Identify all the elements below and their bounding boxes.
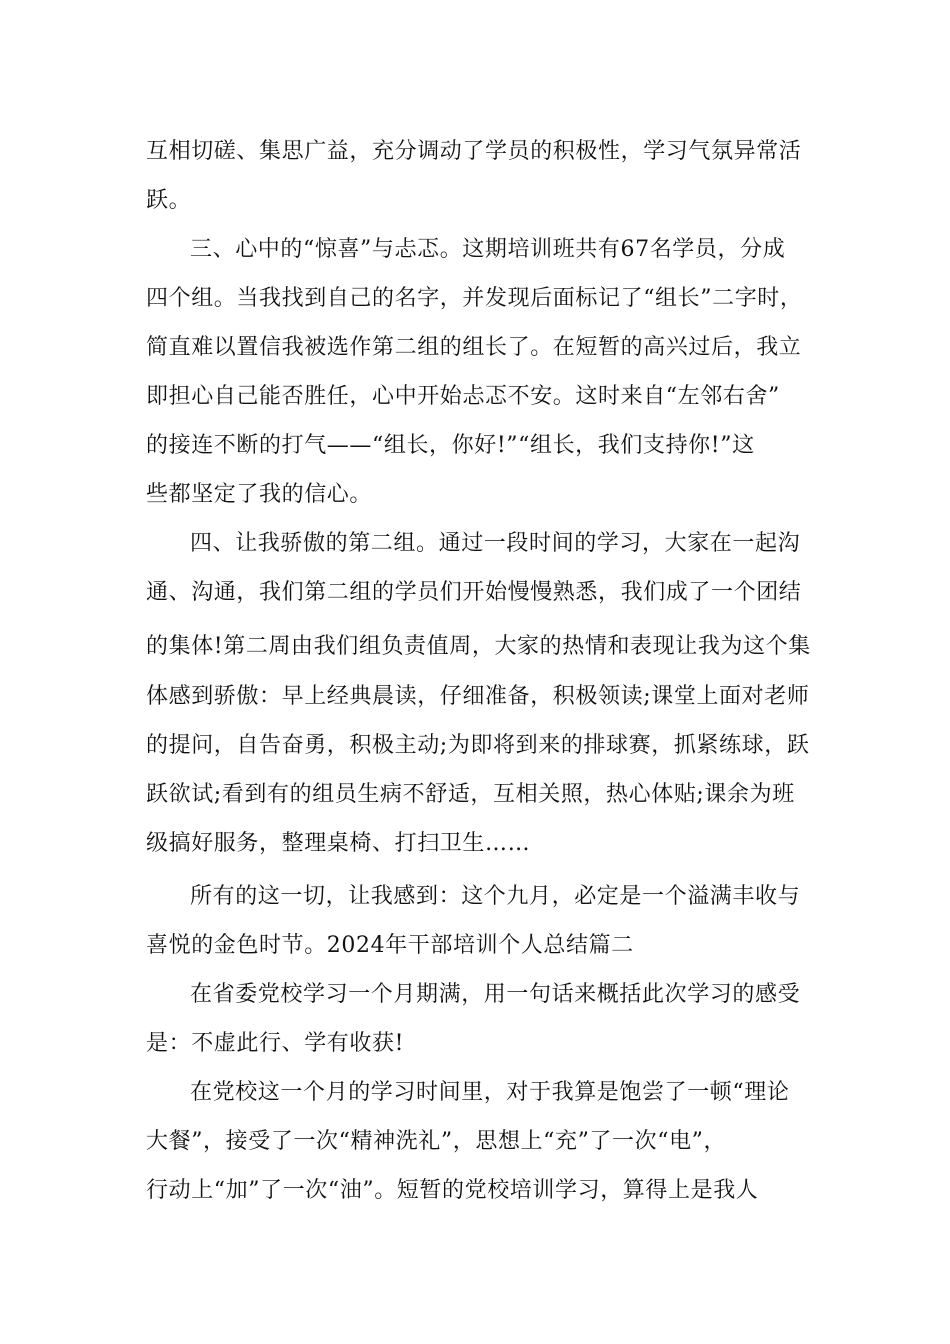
text-line: 即担心自己能否胜任，心中开始忐忑不安。这时来自“左邻右舍” [146,384,780,409]
text-line: 四个组。当我找到自己的名字，并发现后面标记了“组长”二字时， [146,286,803,311]
text-line: 跃。 [146,188,192,213]
text-line: 喜悦的金色时节。2024年干部培训个人总结篇二 [146,933,634,958]
text-line: 大餐”，接受了一次“精神洗礼”，思想上“充”了一次“电”， [146,1129,727,1154]
text-line: 简直难以置信我被选作第二组的组长了。在短暂的高兴过后，我立 [146,335,802,360]
text-line: 体感到骄傲：早上经典晨读，仔细准备，积极领读;课堂上面对老师 [146,684,810,709]
text-line: 的集体!第二周由我们组负责值周，大家的热情和表现让我为这个集 [146,634,811,659]
text-line: 通、沟通，我们第二组的学员们开始慢慢熟悉，我们成了一个团结 [146,580,802,605]
text-line: 的提问，自告奋勇，积极主动;为即将到来的排球赛，抓紧练球，跃 [146,733,810,758]
text-line: 跃欲试;看到有的组员生病不舒适，互相关照，热心体贴;课余为班 [146,782,795,807]
text-line: 的接连不断的打气——“组长，你好!”“组长，我们支持你!”这 [146,433,755,458]
text-line: 行动上“加”了一次“油”。短暂的党校培训学习，算得上是我人 [146,1178,759,1203]
text-line: 三、心中的“惊喜”与忐忑。这期培训班共有67名学员，分成 [190,237,786,262]
text-line: 在省委党校学习一个月期满，用一句话来概括此次学习的感受 [190,982,801,1007]
text-line: 在党校这一个月的学习时间里，对于我算是饱尝了一顿“理论 [190,1080,790,1105]
text-line: 所有的这一切，让我感到：这个九月，必定是一个溢满丰收与 [190,884,801,909]
text-line: 四、让我骄傲的第二组。通过一段时间的学习，大家在一起沟 [190,531,801,556]
text-line: 些都坚定了我的信心。 [146,482,373,507]
text-line: 互相切磋、集思广益，充分调动了学员的积极性，学习气氛异常活 [146,139,802,164]
text-line: 是：不虚此行、学有收获! [146,1031,405,1056]
text-line: 级搞好服务，整理桌椅、打扫卫生…… [146,831,531,856]
